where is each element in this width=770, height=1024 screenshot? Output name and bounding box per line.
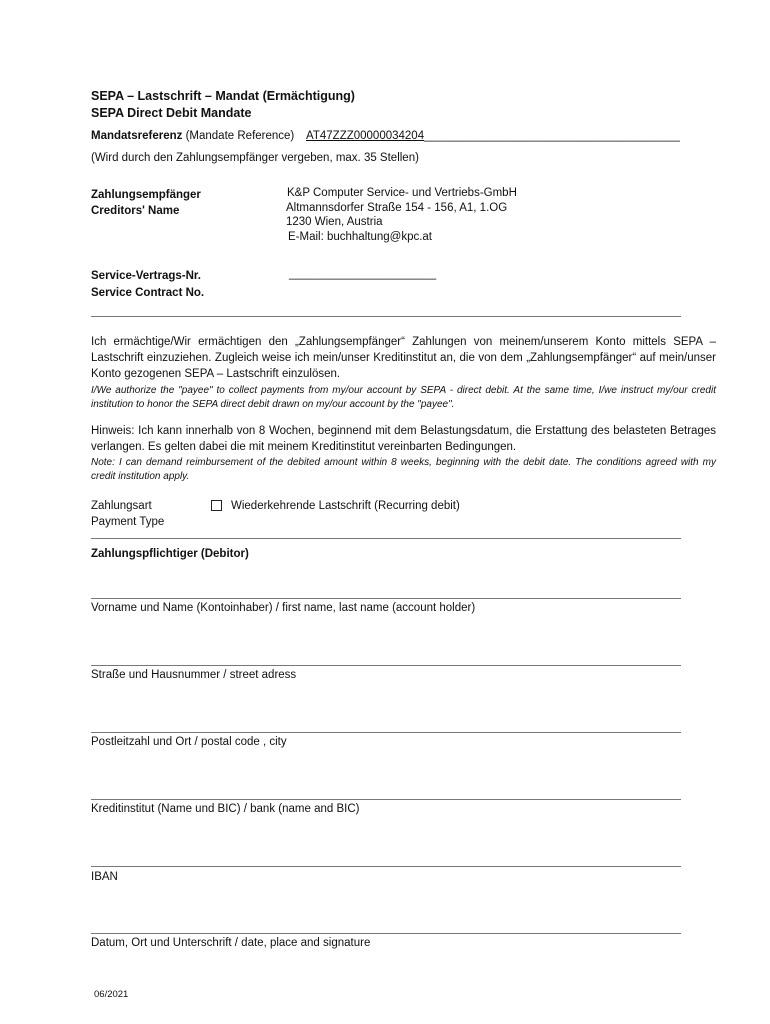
signature-label: Datum, Ort und Unterschrift / date, place and signature	[91, 937, 371, 949]
recurring-debit-label: Wiederkehrende Lastschrift (Recurring debit)	[231, 500, 460, 512]
account-holder-line[interactable]	[91, 598, 681, 599]
contract-label-en: Service Contract No.	[91, 287, 205, 299]
bank-line[interactable]	[91, 799, 681, 800]
creditor-label-de: Zahlungsempfänger	[91, 189, 201, 201]
creditor-email: E-Mail: buchhaltung@kpc.at	[288, 231, 432, 243]
creditor-label-en: Creditors' Name	[91, 205, 180, 217]
mandate-reference-note: (Wird durch den Zahlungsempfänger vergeben, max. 35 Stellen)	[91, 152, 419, 164]
postal-city-line[interactable]	[91, 732, 681, 733]
creditor-street: Altmannsdorfer Straße 154 - 156, A1, 1.OG	[286, 202, 508, 214]
form-title-de: SEPA – Lastschrift – Mandat (Ermächtigung)	[91, 89, 355, 103]
authorization-text-de: Ich ermächtige/Wir ermächtigen den „Zahlungsempfänger“ Zahlungen von meinem/unserem Konto mittels SEPA – Lastschrift einzuziehen. Zugleich weise ich mein/unser Kreditinstitut an, die von dem „Zahlungsempfänger“ auf mein/unser Konto gezogenen SEPA – Lastschrift einzulösen.	[91, 336, 716, 380]
street-label: Straße und Hausnummer / street adress	[91, 669, 297, 681]
mandate-reference-label-en: (Mandate Reference)	[182, 130, 295, 142]
form-title-en: SEPA Direct Debit Mandate	[91, 106, 252, 120]
notice-text-en: Note: I can demand reimbursement of the debited amount within 8 weeks, beginning with the debit date. The conditions agreed with my credit institution apply.	[91, 457, 716, 482]
bank-label: Kreditinstitut (Name und BIC) / bank (name and BIC)	[91, 803, 360, 815]
payment-type-label-de: Zahlungsart	[91, 500, 152, 512]
debitor-heading: Zahlungspflichtiger (Debitor)	[91, 548, 249, 560]
mandate-reference-value: AT47ZZZ00000034204	[306, 130, 425, 142]
creditor-city: 1230 Wien, Austria	[286, 216, 383, 228]
contract-number-field[interactable]: _______________________	[289, 268, 437, 280]
mandate-reference-line: ________________________________________	[424, 130, 680, 142]
payment-type-label-en: Payment Type	[91, 516, 165, 528]
authorization-text-en: I/We authorize the "payee" to collect payments from my/our account by SEPA - direct debit. At the same time, I/we instruct my/our credit institution to honor the SEPA direct debit drawn on my/our account by the "payee".	[91, 385, 716, 410]
contract-label-de: Service-Vertrags-Nr.	[91, 270, 201, 282]
signature-line[interactable]	[91, 933, 681, 934]
iban-line[interactable]	[91, 866, 681, 867]
mandate-reference-row	[91, 128, 680, 144]
divider	[91, 538, 681, 539]
divider	[91, 316, 681, 317]
account-holder-label: Vorname und Name (Kontoinhaber) / first name, last name (account holder)	[91, 602, 476, 614]
creditor-name: K&P Computer Service- und Vertriebs-GmbH	[287, 187, 517, 199]
postal-city-label: Postleitzahl und Ort / postal code , city	[91, 736, 287, 748]
notice-text-de: Hinweis: Ich kann innerhalb von 8 Wochen, beginnend mit dem Belastungsdatum, die Erstattung des belasteten Betrages verlangen. Es gelten dabei die mit meinem Kreditinstitut vereinbarten Bedingungen.	[91, 425, 716, 453]
mandate-reference-label: Mandatsreferenz	[91, 130, 183, 142]
recurring-debit-checkbox[interactable]	[211, 500, 222, 511]
form-version: 06/2021	[94, 989, 129, 1000]
iban-label: IBAN	[91, 871, 118, 883]
street-line[interactable]	[91, 665, 681, 666]
